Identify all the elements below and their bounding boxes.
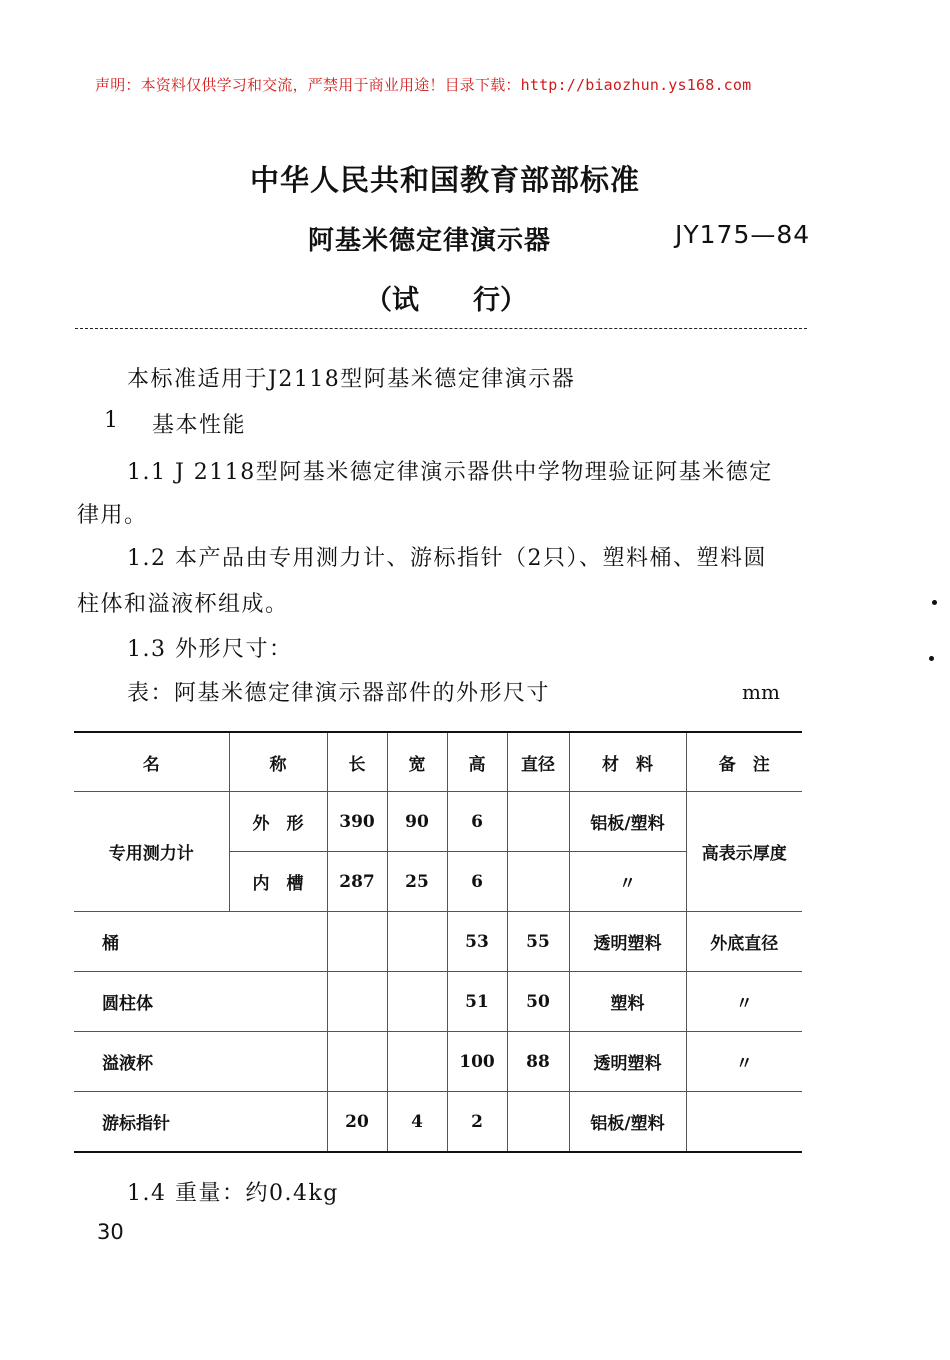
cell-length bbox=[327, 972, 387, 1032]
table-row bbox=[74, 972, 802, 1032]
cell-name: 桶 bbox=[74, 912, 327, 972]
copyright-notice: 声明：本资料仅供学习和交流，严禁用于商业用途！目录下载：http://biaozhun.ys168.com bbox=[95, 76, 752, 94]
cell-material: 塑料 bbox=[569, 972, 686, 1032]
scope-paragraph: 本标准适用于J2118型阿基米德定律演示器 bbox=[127, 367, 576, 392]
cell-length bbox=[327, 912, 387, 972]
cell-diameter bbox=[507, 792, 569, 852]
scan-speck bbox=[929, 656, 934, 661]
cell-material: 透明塑料 bbox=[569, 912, 686, 972]
cell-name: 游标指针 bbox=[74, 1092, 327, 1153]
clause-1-1-line1: 1.1 J 2118型阿基米德定律演示器供中学物理验证阿基米德定 bbox=[127, 460, 773, 485]
table-row bbox=[74, 1092, 802, 1153]
cell-height: 6 bbox=[447, 792, 507, 852]
gauge-note: 高表示厚度 bbox=[686, 792, 802, 912]
cell-height: 53 bbox=[447, 912, 507, 972]
cell-note bbox=[686, 1092, 802, 1153]
cell-diameter: 55 bbox=[507, 912, 569, 972]
unit-label: mm bbox=[742, 680, 780, 704]
clause-1-4: 1.4 重量：约0.4kg bbox=[127, 1181, 339, 1206]
header-height: 高 bbox=[447, 732, 507, 792]
header-divider bbox=[75, 328, 807, 329]
clause-1-2-line2: 柱体和溢液杯组成。 bbox=[77, 592, 289, 617]
clause-1-2-line1: 1.2 本产品由专用测力计、游标指针（2只）、塑料桶、塑料圆 bbox=[127, 546, 767, 571]
section-1-number: 1 bbox=[104, 408, 120, 433]
cell-note: 〃 bbox=[686, 1032, 802, 1092]
cell-width bbox=[387, 972, 447, 1032]
cell-diameter bbox=[507, 1092, 569, 1153]
cell-length: 390 bbox=[327, 792, 387, 852]
gauge-outer-label: 外 形 bbox=[229, 792, 327, 852]
cell-note: 外底直径 bbox=[686, 912, 802, 972]
cell-width bbox=[387, 1032, 447, 1092]
table-caption: 表：阿基米德定律演示器部件的外形尺寸 bbox=[127, 681, 551, 706]
cell-width bbox=[387, 912, 447, 972]
header-name-2: 称 bbox=[229, 732, 327, 792]
cell-height: 100 bbox=[447, 1032, 507, 1092]
header-remarks: 备 注 bbox=[686, 732, 802, 792]
header-width: 宽 bbox=[387, 732, 447, 792]
cell-diameter bbox=[507, 852, 569, 912]
cell-width: 4 bbox=[387, 1092, 447, 1153]
cell-height: 51 bbox=[447, 972, 507, 1032]
cell-diameter: 50 bbox=[507, 972, 569, 1032]
cell-width: 90 bbox=[387, 792, 447, 852]
table-row bbox=[74, 912, 802, 972]
table-row bbox=[74, 1032, 802, 1092]
page-number: 30 bbox=[97, 1220, 124, 1244]
header-name-1: 名 bbox=[74, 732, 229, 792]
header-diameter: 直径 bbox=[507, 732, 569, 792]
standard-org-title: 中华人民共和国教育部部标准 bbox=[250, 163, 641, 197]
dimensions-table bbox=[74, 731, 802, 1153]
cell-material: 铝板/塑料 bbox=[569, 792, 686, 852]
cell-material: 透明塑料 bbox=[569, 1032, 686, 1092]
cell-width: 25 bbox=[387, 852, 447, 912]
table-header-row bbox=[74, 732, 802, 792]
table-row bbox=[74, 792, 802, 852]
document-title: 阿基米德定律演示器 bbox=[308, 226, 552, 256]
header-length: 长 bbox=[327, 732, 387, 792]
scan-speck bbox=[932, 600, 937, 605]
cell-height: 6 bbox=[447, 852, 507, 912]
header-material: 材 料 bbox=[569, 732, 686, 792]
trial-status: （试 行） bbox=[365, 285, 527, 316]
section-1-heading: 基本性能 bbox=[152, 413, 247, 438]
cell-material: 铝板/塑料 bbox=[569, 1092, 686, 1153]
cell-length bbox=[327, 1032, 387, 1092]
gauge-inner-label: 内 槽 bbox=[229, 852, 327, 912]
cell-note: 〃 bbox=[686, 972, 802, 1032]
cell-material: 〃 bbox=[569, 852, 686, 912]
cell-name: 圆柱体 bbox=[74, 972, 327, 1032]
standard-code: JY175—84 bbox=[675, 220, 811, 249]
cell-diameter: 88 bbox=[507, 1032, 569, 1092]
cell-height: 2 bbox=[447, 1092, 507, 1153]
clause-1-3: 1.3 外形尺寸： bbox=[127, 637, 293, 662]
cell-length: 20 bbox=[327, 1092, 387, 1153]
cell-length: 287 bbox=[327, 852, 387, 912]
gauge-name: 专用测力计 bbox=[74, 792, 229, 912]
clause-1-1-line2: 律用。 bbox=[77, 503, 148, 528]
cell-name: 溢液杯 bbox=[74, 1032, 327, 1092]
